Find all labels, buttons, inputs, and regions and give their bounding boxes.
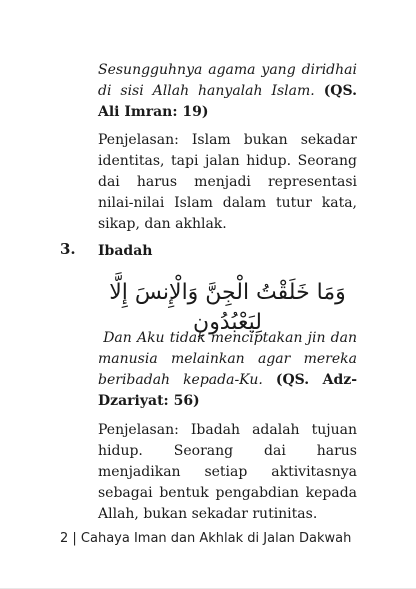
quote-text: Sesungguhnya agama yang diridhai di sisi Allah hanyalah Islam. bbox=[98, 62, 357, 99]
explanation-islam: Penjelasan: Islam bukan sekadar identitas, tapi jalan hidup. Seorang dai harus menjadi representasi nilai-nilai Islam dalam tutur kata, sikap, dan akhlak. bbox=[98, 132, 357, 232]
section-number: 3. bbox=[60, 240, 76, 258]
page-footer: 2 | Cahaya Iman dan Akhlak di Jalan Dakwah bbox=[60, 531, 352, 546]
quote-reference: (QS. Ali Imran: 19) bbox=[98, 83, 357, 120]
arabic-verse: وَمَا خَلَقْتُ الْجِنَّ وَالْإِنسَ إِلَّا لِيَعْبُدُونِ bbox=[109, 280, 346, 335]
section-title: Ibadah bbox=[98, 243, 153, 259]
quote-ali-imran bbox=[98, 60, 357, 123]
quote-reference: (QS. Adz-Dzariyat: 56) bbox=[98, 372, 358, 409]
explanation-ibadah: Penjelasan: Ibadah adalah tujuan hidup. Seorang dai harus menjadikan setiap aktivitasnya sebagai bentuk pengabdian kepada Allah, bukan sekadar rutinitas. bbox=[98, 422, 357, 522]
quote-adz-dzariyat bbox=[98, 328, 357, 412]
quote-text: Dan Aku tidak menciptakan jin dan manusia melainkan agar mereka beribadah kepada-Ku. bbox=[98, 330, 358, 388]
